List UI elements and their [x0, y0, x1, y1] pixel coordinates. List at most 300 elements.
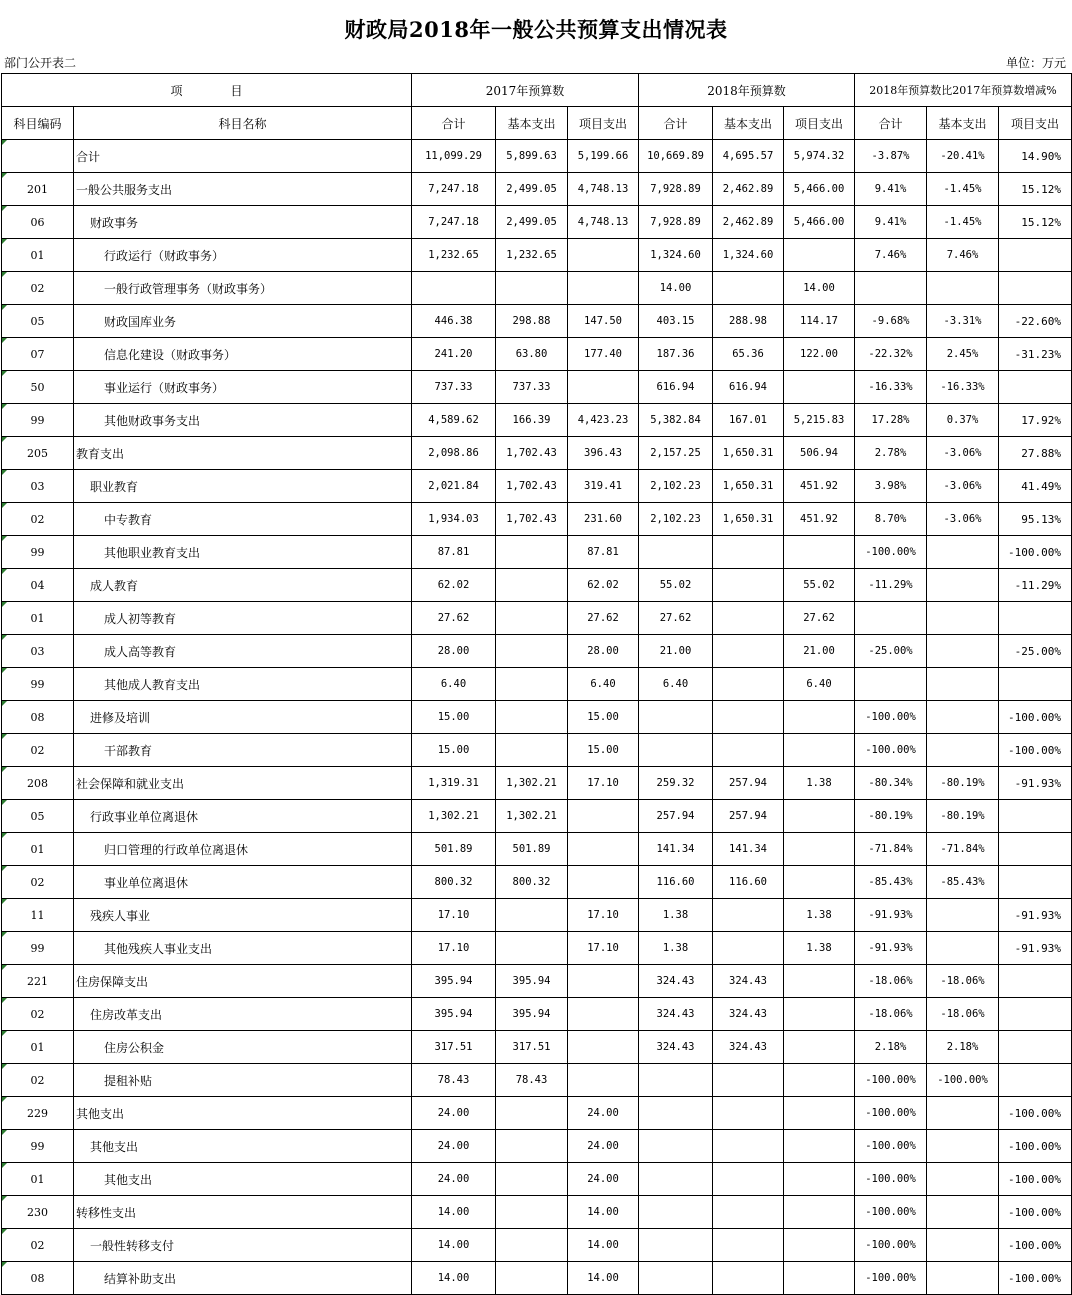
amount-cell: 1,302.21 — [412, 800, 496, 833]
percent-cell: -100.00% — [855, 1229, 927, 1262]
amount-cell: 2,499.05 — [496, 173, 568, 206]
amount-cell: 167.01 — [713, 404, 784, 437]
table-row — [2, 437, 1072, 470]
row-name-cell: 转移性支出 — [74, 1196, 412, 1229]
header-group-change: 2018年预算数比2017年预算数增减% — [855, 74, 1072, 107]
amount-cell: 1,650.31 — [713, 503, 784, 536]
amount-cell: 4,748.13 — [568, 206, 639, 239]
amount-cell: 15.00 — [568, 734, 639, 767]
amount-cell: 317.51 — [412, 1031, 496, 1064]
percent-cell — [927, 1196, 999, 1229]
row-name-cell: 残疾人事业 — [74, 899, 412, 932]
amount-cell — [784, 1229, 855, 1262]
amount-cell — [496, 1163, 568, 1196]
amount-cell: 14.00 — [568, 1229, 639, 1262]
amount-cell: 4,423.23 — [568, 404, 639, 437]
amount-cell: 1,324.60 — [639, 239, 713, 272]
amount-cell: 14.00 — [568, 1196, 639, 1229]
amount-cell — [496, 272, 568, 305]
percent-cell — [927, 272, 999, 305]
amount-cell — [713, 668, 784, 701]
percent-cell: -22.60% — [999, 305, 1072, 338]
amount-cell: 7,247.18 — [412, 173, 496, 206]
row-name-cell: 行政运行（财政事务） — [74, 239, 412, 272]
table-row — [2, 569, 1072, 602]
row-name-cell: 结算补助支出 — [74, 1262, 412, 1295]
amount-cell — [713, 932, 784, 965]
amount-cell: 116.60 — [713, 866, 784, 899]
amount-cell — [639, 734, 713, 767]
table-row — [2, 272, 1072, 305]
percent-cell: -3.06% — [927, 470, 999, 503]
row-name-cell: 其他支出 — [74, 1130, 412, 1163]
percent-cell: -100.00% — [855, 1163, 927, 1196]
amount-cell: 395.94 — [412, 998, 496, 1031]
row-name-cell: 提租补贴 — [74, 1064, 412, 1097]
percent-cell: -25.00% — [999, 635, 1072, 668]
amount-cell — [639, 1064, 713, 1097]
amount-cell — [496, 1196, 568, 1229]
row-name-cell: 成人教育 — [74, 569, 412, 602]
percent-cell: -91.93% — [855, 899, 927, 932]
percent-cell: -18.06% — [927, 965, 999, 998]
amount-cell — [784, 1064, 855, 1097]
table-row — [2, 734, 1072, 767]
amount-cell: 24.00 — [568, 1097, 639, 1130]
amount-cell — [713, 635, 784, 668]
table-row — [2, 305, 1072, 338]
amount-cell: 15.00 — [412, 701, 496, 734]
percent-cell — [927, 932, 999, 965]
amount-cell: 259.32 — [639, 767, 713, 800]
amount-cell: 62.02 — [568, 569, 639, 602]
amount-cell: 62.02 — [412, 569, 496, 602]
header-col: 基本支出 — [927, 107, 999, 140]
percent-cell: -80.19% — [855, 800, 927, 833]
amount-cell — [713, 1130, 784, 1163]
percent-cell: -100.00% — [999, 1130, 1072, 1163]
amount-cell — [713, 734, 784, 767]
row-code-cell: 99 — [2, 536, 74, 569]
percent-cell — [855, 272, 927, 305]
amount-cell: 1.38 — [639, 899, 713, 932]
amount-cell: 395.94 — [496, 965, 568, 998]
amount-cell: 65.36 — [713, 338, 784, 371]
amount-cell: 317.51 — [496, 1031, 568, 1064]
amount-cell: 1,650.31 — [713, 437, 784, 470]
amount-cell: 24.00 — [412, 1097, 496, 1130]
table-row — [2, 1262, 1072, 1295]
percent-cell: 7.46% — [855, 239, 927, 272]
table-row — [2, 239, 1072, 272]
amount-cell: 7,247.18 — [412, 206, 496, 239]
percent-cell: -22.32% — [855, 338, 927, 371]
row-name-cell: 教育支出 — [74, 437, 412, 470]
amount-cell: 17.10 — [568, 899, 639, 932]
percent-cell — [999, 272, 1072, 305]
percent-cell: -3.06% — [927, 437, 999, 470]
percent-cell: -11.29% — [855, 569, 927, 602]
row-code-cell: 11 — [2, 899, 74, 932]
amount-cell: 324.43 — [713, 1031, 784, 1064]
header-col: 合计 — [855, 107, 927, 140]
row-code-cell: 230 — [2, 1196, 74, 1229]
row-code-cell: 01 — [2, 1163, 74, 1196]
row-code-cell: 03 — [2, 635, 74, 668]
percent-cell: -100.00% — [999, 1262, 1072, 1295]
amount-cell: 2,102.23 — [639, 503, 713, 536]
amount-cell: 4,695.57 — [713, 140, 784, 173]
percent-cell: -100.00% — [855, 1262, 927, 1295]
percent-cell: 2.78% — [855, 437, 927, 470]
percent-cell: -16.33% — [927, 371, 999, 404]
amount-cell: 21.00 — [784, 635, 855, 668]
amount-cell: 17.10 — [412, 899, 496, 932]
amount-cell — [713, 602, 784, 635]
header-col: 项目支出 — [568, 107, 639, 140]
row-code-cell: 02 — [2, 866, 74, 899]
amount-cell — [568, 866, 639, 899]
amount-cell: 1,302.21 — [496, 800, 568, 833]
table-row — [2, 503, 1072, 536]
table-row — [2, 932, 1072, 965]
header-code: 科目编码 — [2, 107, 74, 140]
amount-cell — [784, 1196, 855, 1229]
amount-cell — [568, 998, 639, 1031]
row-code-cell: 01 — [2, 239, 74, 272]
page-title: 财政局2018年一般公共预算支出情况表 — [344, 17, 728, 42]
amount-cell: 5,215.83 — [784, 404, 855, 437]
percent-cell: -80.34% — [855, 767, 927, 800]
amount-cell — [496, 635, 568, 668]
table-row — [2, 1229, 1072, 1262]
row-name-cell: 其他支出 — [74, 1097, 412, 1130]
amount-cell: 6.40 — [639, 668, 713, 701]
amount-cell: 78.43 — [412, 1064, 496, 1097]
amount-cell — [639, 1097, 713, 1130]
amount-cell: 14.00 — [412, 1229, 496, 1262]
row-code-cell: 01 — [2, 833, 74, 866]
percent-cell: -100.00% — [855, 1097, 927, 1130]
amount-cell: 114.17 — [784, 305, 855, 338]
row-name-cell: 财政国库业务 — [74, 305, 412, 338]
percent-cell — [999, 1064, 1072, 1097]
row-code-cell: 208 — [2, 767, 74, 800]
amount-cell: 324.43 — [713, 998, 784, 1031]
percent-cell — [999, 239, 1072, 272]
amount-cell: 2,098.86 — [412, 437, 496, 470]
table-row — [2, 1130, 1072, 1163]
amount-cell: 395.94 — [496, 998, 568, 1031]
amount-cell: 6.40 — [568, 668, 639, 701]
amount-cell — [713, 1262, 784, 1295]
percent-cell: -3.87% — [855, 140, 927, 173]
amount-cell — [496, 668, 568, 701]
percent-cell: -11.29% — [999, 569, 1072, 602]
amount-cell: 87.81 — [412, 536, 496, 569]
percent-cell: -71.84% — [927, 833, 999, 866]
amount-cell: 395.94 — [412, 965, 496, 998]
amount-cell — [784, 239, 855, 272]
amount-cell: 616.94 — [713, 371, 784, 404]
percent-cell: -1.45% — [927, 206, 999, 239]
percent-cell: -100.00% — [999, 1097, 1072, 1130]
percent-cell: -71.84% — [855, 833, 927, 866]
row-code-cell: 01 — [2, 1031, 74, 1064]
row-code-cell: 205 — [2, 437, 74, 470]
percent-cell — [927, 569, 999, 602]
amount-cell: 1,702.43 — [496, 470, 568, 503]
amount-cell — [784, 701, 855, 734]
budget-table — [1, 73, 1072, 1295]
percent-cell: 7.46% — [927, 239, 999, 272]
amount-cell: 616.94 — [639, 371, 713, 404]
amount-cell: 4,589.62 — [412, 404, 496, 437]
header-col: 项目支出 — [999, 107, 1072, 140]
amount-cell: 1,702.43 — [496, 437, 568, 470]
percent-cell: -18.06% — [855, 965, 927, 998]
amount-cell: 78.43 — [496, 1064, 568, 1097]
percent-cell: -80.19% — [927, 767, 999, 800]
row-code-cell — [2, 140, 74, 173]
percent-cell — [927, 536, 999, 569]
header-name: 科目名称 — [74, 107, 412, 140]
table-row — [2, 998, 1072, 1031]
amount-cell: 501.89 — [496, 833, 568, 866]
row-name-cell: 合计 — [74, 140, 412, 173]
amount-cell: 1.38 — [639, 932, 713, 965]
row-name-cell: 住房公积金 — [74, 1031, 412, 1064]
amount-cell — [784, 965, 855, 998]
amount-cell: 324.43 — [639, 965, 713, 998]
amount-cell — [568, 1031, 639, 1064]
amount-cell — [784, 536, 855, 569]
amount-cell — [713, 899, 784, 932]
percent-cell: 8.70% — [855, 503, 927, 536]
amount-cell — [496, 734, 568, 767]
percent-cell: -16.33% — [855, 371, 927, 404]
amount-cell: 5,974.32 — [784, 140, 855, 173]
amount-cell: 17.10 — [568, 767, 639, 800]
row-code-cell: 99 — [2, 932, 74, 965]
percent-cell: -1.45% — [927, 173, 999, 206]
amount-cell: 63.80 — [496, 338, 568, 371]
row-code-cell: 02 — [2, 503, 74, 536]
percent-cell — [855, 602, 927, 635]
row-code-cell: 03 — [2, 470, 74, 503]
percent-cell: -100.00% — [999, 734, 1072, 767]
percent-cell: -3.31% — [927, 305, 999, 338]
row-code-cell: 02 — [2, 1064, 74, 1097]
table-row — [2, 206, 1072, 239]
amount-cell: 288.98 — [713, 305, 784, 338]
percent-cell: -91.93% — [855, 932, 927, 965]
amount-cell — [496, 1229, 568, 1262]
row-code-cell: 201 — [2, 173, 74, 206]
row-code-cell: 02 — [2, 1229, 74, 1262]
amount-cell — [568, 239, 639, 272]
amount-cell — [784, 866, 855, 899]
percent-cell: -91.93% — [999, 767, 1072, 800]
amount-cell: 501.89 — [412, 833, 496, 866]
amount-cell — [568, 800, 639, 833]
amount-cell: 5,466.00 — [784, 173, 855, 206]
amount-cell: 1.38 — [784, 932, 855, 965]
amount-cell — [568, 272, 639, 305]
amount-cell — [568, 371, 639, 404]
amount-cell: 1,232.65 — [496, 239, 568, 272]
table-row — [2, 602, 1072, 635]
form-label: 部门公开表二 — [4, 56, 77, 70]
percent-cell — [927, 668, 999, 701]
amount-cell: 5,382.84 — [639, 404, 713, 437]
row-code-cell: 05 — [2, 305, 74, 338]
table-row — [2, 1196, 1072, 1229]
amount-cell: 324.43 — [713, 965, 784, 998]
amount-cell: 147.50 — [568, 305, 639, 338]
amount-cell — [713, 536, 784, 569]
amount-cell: 2,102.23 — [639, 470, 713, 503]
table-row — [2, 767, 1072, 800]
header-col: 基本支出 — [713, 107, 784, 140]
percent-cell: 15.12% — [999, 173, 1072, 206]
amount-cell — [784, 1130, 855, 1163]
percent-cell: -100.00% — [999, 701, 1072, 734]
table-row — [2, 668, 1072, 701]
amount-cell: 28.00 — [412, 635, 496, 668]
amount-cell: 1.38 — [784, 767, 855, 800]
percent-cell — [927, 635, 999, 668]
amount-cell: 737.33 — [412, 371, 496, 404]
percent-cell: -100.00% — [999, 536, 1072, 569]
table-row — [2, 899, 1072, 932]
row-name-cell: 成人初等教育 — [74, 602, 412, 635]
amount-cell — [784, 1163, 855, 1196]
table-row — [2, 635, 1072, 668]
row-name-cell: 行政事业单位离退休 — [74, 800, 412, 833]
amount-cell: 166.39 — [496, 404, 568, 437]
percent-cell: -31.23% — [999, 338, 1072, 371]
percent-cell: -100.00% — [999, 1196, 1072, 1229]
row-code-cell: 02 — [2, 998, 74, 1031]
percent-cell: 14.90% — [999, 140, 1072, 173]
row-name-cell: 其他职业教育支出 — [74, 536, 412, 569]
amount-cell — [713, 1097, 784, 1130]
amount-cell — [639, 536, 713, 569]
percent-cell: 2.45% — [927, 338, 999, 371]
percent-cell — [927, 734, 999, 767]
row-name-cell: 职业教育 — [74, 470, 412, 503]
header-row-groups — [2, 74, 1072, 107]
percent-cell: -80.19% — [927, 800, 999, 833]
amount-cell: 257.94 — [639, 800, 713, 833]
row-code-cell: 08 — [2, 1262, 74, 1295]
amount-cell: 1,650.31 — [713, 470, 784, 503]
percent-cell: 17.28% — [855, 404, 927, 437]
row-name-cell: 其他支出 — [74, 1163, 412, 1196]
amount-cell — [713, 569, 784, 602]
row-name-cell: 住房保障支出 — [74, 965, 412, 998]
amount-cell — [639, 1163, 713, 1196]
row-code-cell: 07 — [2, 338, 74, 371]
amount-cell: 324.43 — [639, 998, 713, 1031]
amount-cell — [784, 833, 855, 866]
amount-cell: 446.38 — [412, 305, 496, 338]
percent-cell: 15.12% — [999, 206, 1072, 239]
amount-cell: 17.10 — [412, 932, 496, 965]
amount-cell: 506.94 — [784, 437, 855, 470]
amount-cell — [713, 1196, 784, 1229]
amount-cell: 737.33 — [496, 371, 568, 404]
row-name-cell: 其他残疾人事业支出 — [74, 932, 412, 965]
row-name-cell: 归口管理的行政单位离退休 — [74, 833, 412, 866]
table-row — [2, 1064, 1072, 1097]
amount-cell: 231.60 — [568, 503, 639, 536]
amount-cell: 24.00 — [412, 1163, 496, 1196]
row-code-cell: 229 — [2, 1097, 74, 1130]
amount-cell — [713, 1163, 784, 1196]
percent-cell: -20.41% — [927, 140, 999, 173]
amount-cell — [568, 1064, 639, 1097]
table-row — [2, 371, 1072, 404]
row-name-cell: 一般公共服务支出 — [74, 173, 412, 206]
table-row — [2, 536, 1072, 569]
amount-cell: 5,899.63 — [496, 140, 568, 173]
amount-cell — [713, 1229, 784, 1262]
percent-cell — [927, 1262, 999, 1295]
percent-cell: -18.06% — [927, 998, 999, 1031]
percent-cell: -9.68% — [855, 305, 927, 338]
table-row — [2, 866, 1072, 899]
amount-cell — [639, 1196, 713, 1229]
amount-cell: 122.00 — [784, 338, 855, 371]
percent-cell: -100.00% — [855, 734, 927, 767]
amount-cell: 6.40 — [784, 668, 855, 701]
percent-cell: -100.00% — [855, 1130, 927, 1163]
percent-cell — [927, 1130, 999, 1163]
amount-cell — [496, 899, 568, 932]
amount-cell: 1,934.03 — [412, 503, 496, 536]
amount-cell: 7,928.89 — [639, 206, 713, 239]
table-row — [2, 1163, 1072, 1196]
amount-cell: 451.92 — [784, 503, 855, 536]
table-row — [2, 833, 1072, 866]
amount-cell: 116.60 — [639, 866, 713, 899]
amount-cell: 451.92 — [784, 470, 855, 503]
amount-cell: 2,157.25 — [639, 437, 713, 470]
amount-cell — [639, 1130, 713, 1163]
amount-cell — [784, 1097, 855, 1130]
amount-cell: 5,199.66 — [568, 140, 639, 173]
percent-cell — [999, 965, 1072, 998]
row-code-cell: 04 — [2, 569, 74, 602]
amount-cell — [784, 800, 855, 833]
amount-cell — [713, 701, 784, 734]
amount-cell: 800.32 — [412, 866, 496, 899]
percent-cell — [927, 1097, 999, 1130]
amount-cell: 24.00 — [412, 1130, 496, 1163]
amount-cell: 324.43 — [639, 1031, 713, 1064]
table-body — [2, 140, 1072, 1295]
percent-cell — [999, 1031, 1072, 1064]
percent-cell: -3.06% — [927, 503, 999, 536]
percent-cell: 2.18% — [927, 1031, 999, 1064]
table-row — [2, 470, 1072, 503]
percent-cell: 0.37% — [927, 404, 999, 437]
row-code-cell: 50 — [2, 371, 74, 404]
table-row — [2, 338, 1072, 371]
amount-cell — [713, 272, 784, 305]
